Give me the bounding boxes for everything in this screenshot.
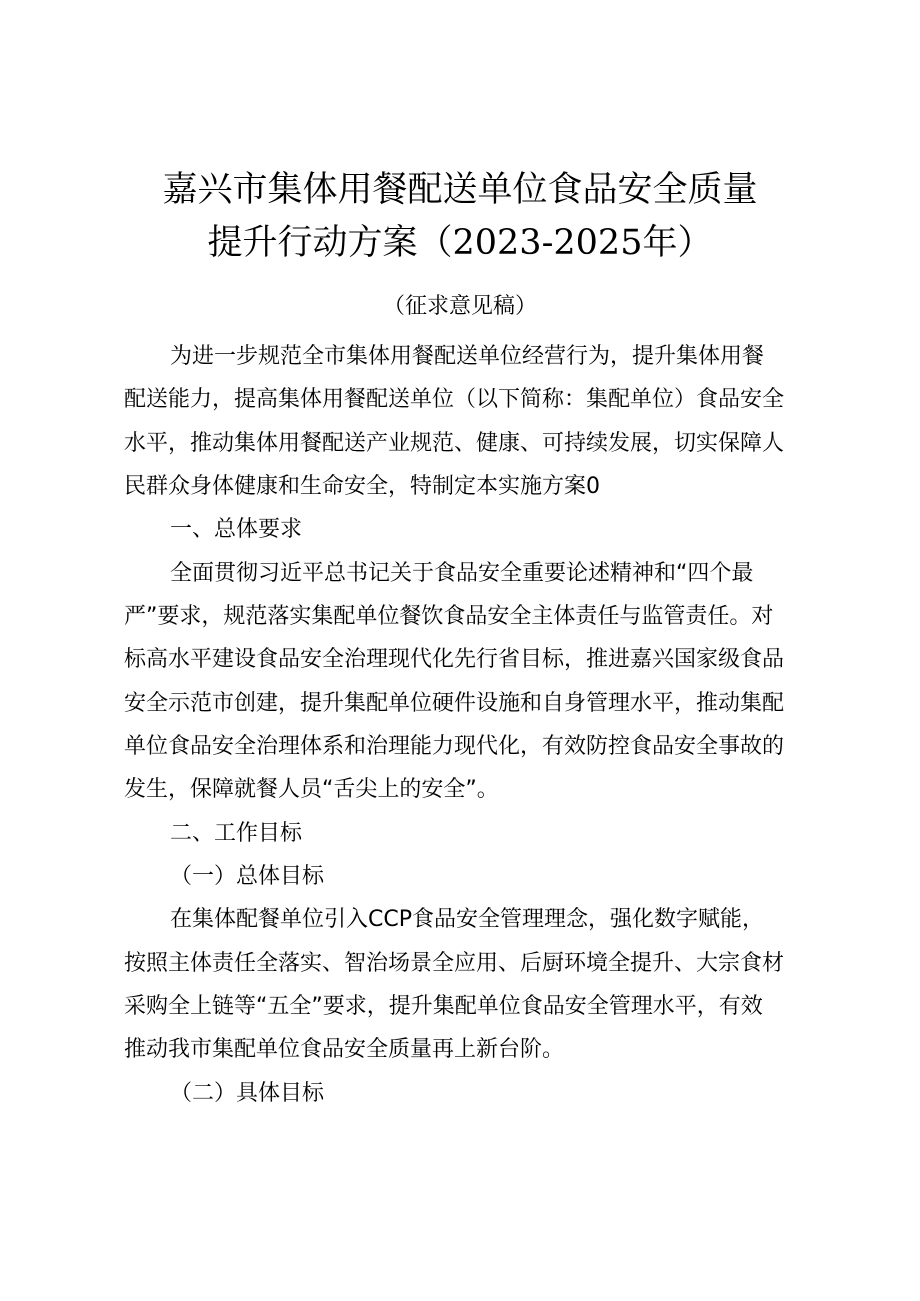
subsection1-line: 采购全上链等“五全”要求，提升集配单位食品安全管理水平，有效 (124, 994, 763, 1019)
section1-line: 单位食品安全治理体系和治理能力现代化，有效防控食品安全事故的 (124, 734, 785, 759)
document-title-line-1: 嘉兴市集体用餐配送单位食品安全质量 (162, 170, 758, 210)
section-heading: 一、总体要求 (170, 517, 303, 542)
intro-line: 民群众身体健康和生命安全，特制定本实施方案0 (124, 474, 600, 499)
subsection1-line: 推动我市集配单位食品安全质量再上新台阶。 (124, 1037, 565, 1062)
subsection-heading: （一）总体目标 (170, 864, 325, 889)
intro-line: 为进一步规范全市集体用餐配送单位经营行为，提升集体用餐 (170, 344, 765, 369)
intro-line: 水平，推动集体用餐配送产业规范、健康、可持续发展，切实保障人 (124, 431, 785, 456)
intro-line: 配送能力，提高集体用餐配送单位（以下简称：集配单位）食品安全 (124, 387, 785, 412)
document-title-line-2: 提升行动方案（2023-2025年） (207, 223, 713, 263)
subsection-heading: （二）具体目标 (170, 1081, 325, 1106)
section-heading: 二、工作目标 (170, 821, 303, 846)
subsection1-line: 在集体配餐单位引入CCP食品安全管理理念，强化数字赋能， (170, 907, 764, 932)
section1-line: 严”要求，规范落实集配单位餐饮食品安全主体责任与监管责任。对 (124, 604, 774, 629)
section1-line: 安全示范市创建，提升集配单位硬件设施和自身管理水平，推动集配 (124, 691, 785, 716)
section1-line: 全面贯彻习近平总书记关于食品安全重要论述精神和“四个最 (170, 561, 754, 586)
section1-line: 发生，保障就餐人员“舌尖上的安全”。 (124, 777, 499, 802)
document-subtitle: （征求意见稿） (382, 294, 537, 319)
section1-line: 标高水平建设食品安全治理现代化先行省目标，推进嘉兴国家级食品 (124, 647, 785, 672)
subsection1-line: 按照主体责任全落实、智治场景全应用、后厨环境全提升、大宗食材 (124, 951, 785, 976)
